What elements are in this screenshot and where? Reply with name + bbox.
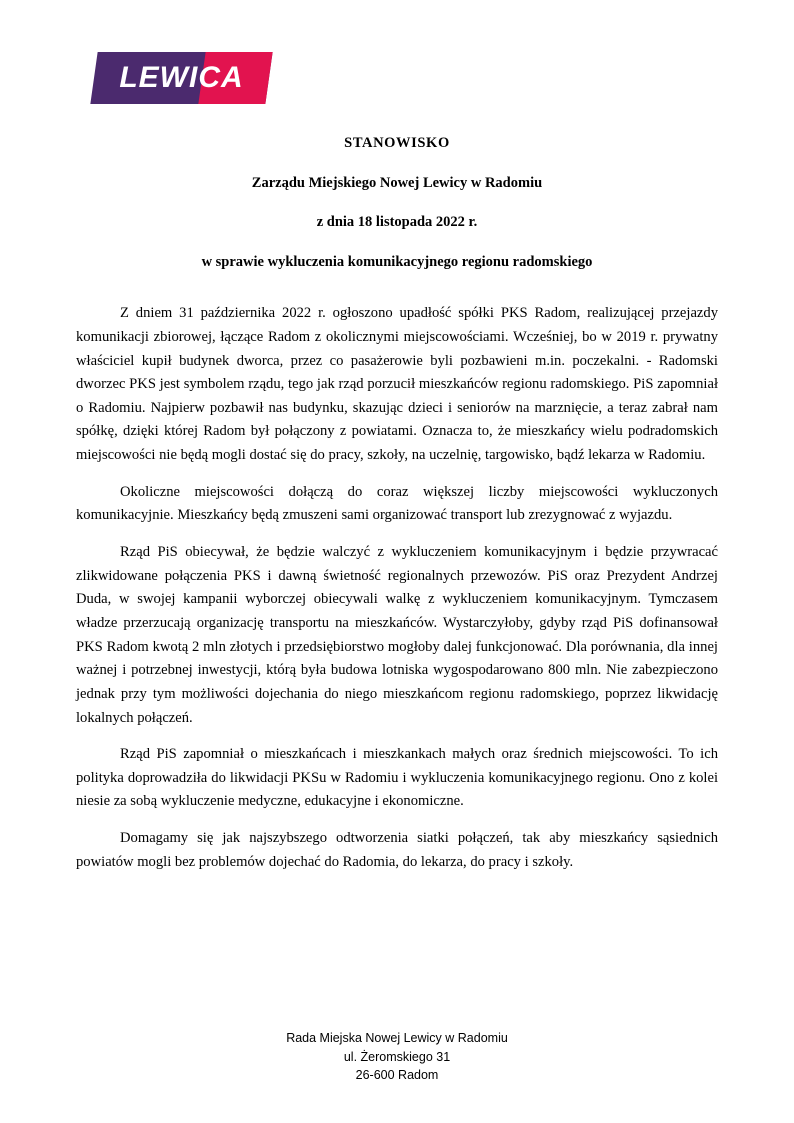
footer-street: ul. Żeromskiego 31 (343, 1049, 451, 1064)
footer-organization: Rada Miejska Nowej Lewicy w Radomiu (286, 1030, 508, 1045)
document-footer (0, 1029, 794, 1085)
heading-line-2: Zarządu Miejskiego Nowej Lewicy w Radomiu (251, 174, 543, 191)
lewica-logo (94, 52, 269, 104)
heading-line-4: w sprawie wykluczenia komunikacyjnego regionu radomskiego (201, 253, 593, 270)
paragraph: Z dniem 31 października 2022 r. ogłoszono upadłość spółki PKS Radom, realizującej przejazdy komunikacji zbiorowej, łączące Radom z okolicznymi miejscowościami. Wcześniej, bo w 2019 r. prywatny właściciel kupił budynek dworca, przez co pasażerowie byli pozbawieni m.in. poczekalni. - Radomski dworzec PKS jest symbolem rządu, tego jak rząd porzucił mieszkańców regionu radomskiego. PiS zapomniał o Radomiu. Najpierw pozbawił nas budynku, skazując dzieci i seniorów na marznięcie, a teraz zabrał nam spółkę, dzięki której Radom był połączony z powiatami. Oznacza to, że mieszkańcy wielu podradomskich miejscowości nie będą mogli dostać się do pracy, szkoły, na uczelnię, targowisko, bądź lekarza w Radomiu. (76, 305, 718, 464)
paragraph: Domagamy się jak najszybszego odtworzenia siatki połączeń, tak aby mieszkańcy sąsiednich powiatów mogli bez problemów dojechać do Radomia, do lekarza, do pracy i szkoły. (76, 830, 718, 870)
paragraph: Okoliczne miejscowości dołączą do coraz większej liczby miejscowości wykluczonych komunikacyjnie. Mieszkańcy będą zmuszeni sami organizować transport lub zrezygnować z wyjazdu. (76, 483, 718, 524)
footer-city: 26-600 Radom (355, 1068, 439, 1083)
paragraph: Rząd PiS obiecywał, że będzie walczyć z wykluczeniem komunikacyjnym i będzie przywracać zlikwidowane połączenia PKS i dawną świetność regionalnych przewozów. PiS oraz Prezydent Andrzej Duda, w swojej kampanii wyborczej obiecywali walkę z wykluczeniem komunikacyjnym. Tymczasem władze przerzucają organizację transportu na mieszkańców. Wystarczyłoby, gdyby rząd PiS dofinansował PKS Radom kwotą 2 mln złotych i przedsiębiorstwo mogłoby dalej funkcjonować. Dla porównania, dla innej ważnej i potrzebnej inwestycji, którą była budowa lotniska wygospodarowano 800 mln. Nie zabezpieczono jednak przy tym możliwości dojechania do niego mieszkańcom regionu radomskiego, poprzez likwidację lokalnych połączeń. (76, 544, 718, 726)
document-heading (76, 134, 718, 272)
logo-text: LEWICA (119, 61, 244, 94)
heading-line-3: z dnia 18 listopada 2022 r. (316, 214, 478, 231)
document-body (76, 302, 718, 874)
paragraph: Rząd PiS zapomniał o mieszkańcach i mieszkankach małych oraz średnich miejscowości. To ich polityka doprowadziła do likwidacji PKSu w Radomiu i wykluczenia komunikacyjnego regionu. Ono z kolei niesie za sobą wykluczenie medyczne, edukacyjne i ekonomiczne. (76, 746, 718, 810)
heading-line-1: STANOWISKO (344, 135, 450, 151)
